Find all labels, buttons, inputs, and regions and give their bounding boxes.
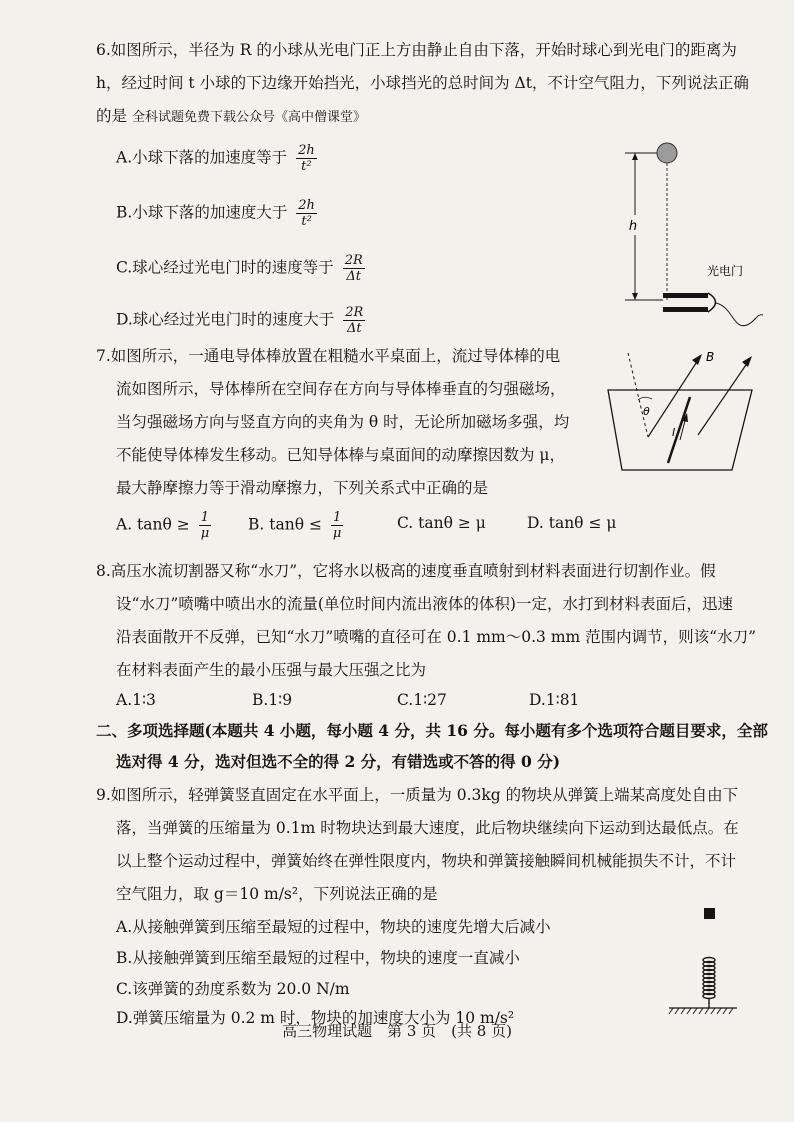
photogate-label: 光电门 bbox=[706, 264, 744, 278]
watermark-note: 全科试题免费下载公众号《高中僧课堂》 bbox=[131, 110, 366, 125]
q8-stem-line2: 设“水刀”喷嘴中喷出水的流量(单位时间内流出液体的体积)一定，水打到材料表面后，迅速 bbox=[116, 595, 733, 613]
field-label: B bbox=[706, 350, 715, 364]
height-label: h bbox=[628, 219, 638, 234]
q8-stem-line1: 8.高压水流切割器又称“水刀”，它将水以极高的速度垂直喷射到材料表面进行切割作业。假 bbox=[96, 562, 716, 580]
q6-stem-line1: 6.如图所示，半径为 R 的小球从光电门正上方由静止自由下落，开始时球心到光电门的距离为 bbox=[96, 41, 737, 59]
q6-option-c-text: C.球心经过光电门时的速度等于 bbox=[116, 258, 334, 277]
field-line-1 bbox=[648, 357, 700, 437]
q6-stem-line3-text: 的是 bbox=[96, 107, 128, 125]
q9-option-d: D.弹簧压缩量为 0.2 m 时，物块的加速度大小为 10 m/s² bbox=[116, 1009, 515, 1027]
q9-stem-line2: 落，当弹簧的压缩量为 0.1m 时物块达到最大速度，此后物块继续向下运动到达最低点。在 bbox=[116, 819, 739, 837]
photogate-upper-arm bbox=[663, 293, 708, 298]
arrowhead-up-icon bbox=[632, 153, 638, 160]
q6-option-b bbox=[116, 198, 317, 229]
ball-icon bbox=[657, 143, 677, 163]
q8-option-a: A.1∶3 bbox=[116, 691, 156, 709]
q7-option-b-text: B. tanθ ≤ bbox=[248, 515, 322, 534]
q8-stem-line3: 沿表面散开不反弹，已知“水刀”喷嘴的直径可在 0.1 mm～0.3 mm 范围内调节，则该“水刀” bbox=[116, 628, 756, 646]
q9-option-a: A.从接触弹簧到压缩至最短的过程中，物块的速度先增大后减小 bbox=[116, 918, 551, 936]
q6-option-c bbox=[116, 253, 365, 284]
q8-option-d: D.1∶81 bbox=[529, 691, 580, 709]
q6-stem-line3 bbox=[96, 106, 366, 128]
photogate-lower-arm bbox=[663, 307, 708, 312]
fraction-numerator: 2h bbox=[298, 143, 315, 158]
q7-option-a-fraction bbox=[199, 510, 211, 541]
vertical-reference-line bbox=[628, 353, 648, 437]
fraction-denominator: t² bbox=[301, 214, 312, 229]
fraction-denominator: Δt bbox=[346, 321, 362, 336]
q7-stem-line4: 不能使导体棒发生移动。已知导体棒与桌面间的动摩擦因数为 μ， bbox=[116, 446, 566, 464]
photogate-body bbox=[708, 293, 716, 312]
q7-option-c: C. tanθ ≥ μ bbox=[397, 514, 486, 532]
q8-stem-line4: 在材料表面产生的最小压强与最大压强之比为 bbox=[116, 661, 427, 679]
q7-option-d: D. tanθ ≤ μ bbox=[527, 514, 617, 532]
angle-label: θ bbox=[643, 405, 650, 418]
q6-option-b-text: B.小球下落的加速度大于 bbox=[116, 203, 288, 222]
ground-hatching bbox=[669, 1008, 733, 1014]
q6-option-d-fraction bbox=[343, 305, 365, 336]
q9-spring-figure bbox=[665, 900, 740, 1020]
q7-stem-line1: 7.如图所示，一通电导体棒放置在粗糙水平桌面上，流过导体棒的电 bbox=[96, 347, 561, 365]
q9-stem-line1: 9.如图所示，轻弹簧竖直固定在水平面上，一质量为 0.3kg 的物块从弹簧上端某高度处自由下 bbox=[96, 786, 739, 804]
fraction-denominator: μ bbox=[332, 526, 342, 541]
fraction-denominator: μ bbox=[200, 526, 210, 541]
q9-option-b: B.从接触弹簧到压缩至最短的过程中，物块的速度一直减小 bbox=[116, 949, 520, 967]
page-footer: 高三物理试题 第 3 页 (共 8 页) bbox=[282, 1022, 512, 1040]
spring-coil-icon bbox=[703, 958, 715, 1009]
current-label: I bbox=[672, 426, 676, 439]
q7-option-b-fraction bbox=[331, 510, 343, 541]
fraction-numerator: 2R bbox=[344, 253, 363, 268]
q6-option-a-fraction bbox=[296, 143, 317, 174]
arrowhead-down-icon bbox=[632, 293, 638, 300]
photogate-cable bbox=[716, 303, 763, 326]
q8-option-c: C.1∶27 bbox=[397, 691, 447, 709]
section2-heading-line2: 选对得 4 分，选对但选不全的得 2 分，有错选或不答的得 0 分) bbox=[116, 752, 561, 771]
q7-option-b bbox=[248, 510, 343, 541]
q9-option-c: C.该弹簧的劲度系数为 20.0 N/m bbox=[116, 980, 350, 998]
q6-option-d-text: D.球心经过光电门时的速度大于 bbox=[116, 310, 335, 329]
fraction-numerator: 2h bbox=[298, 198, 315, 213]
q6-stem-line2: h，经过时间 t 小球的下边缘开始挡光，小球挡光的总时间为 Δt，不计空气阻力，下列说法正确 bbox=[96, 74, 749, 92]
fraction-denominator: Δt bbox=[346, 269, 362, 284]
field-line-2 bbox=[698, 359, 750, 435]
field-arrow-1-icon bbox=[692, 354, 702, 365]
angle-arc bbox=[638, 397, 652, 400]
q6-option-c-fraction bbox=[343, 253, 365, 284]
fraction-numerator: 2R bbox=[345, 305, 364, 320]
q7-conductor-figure bbox=[600, 345, 765, 480]
fraction-numerator: 1 bbox=[332, 510, 342, 525]
q8-option-b: B.1∶9 bbox=[252, 691, 293, 709]
q9-stem-line3: 以上整个运动过程中，弹簧始终在弹性限度内，物块和弹簧接触瞬间机械能损失不计，不计 bbox=[116, 852, 737, 870]
fraction-numerator: 1 bbox=[200, 510, 210, 525]
q7-stem-line2: 流如图所示，导体棒所在空间存在方向与导体棒垂直的匀强磁场， bbox=[116, 380, 566, 398]
block-icon bbox=[704, 908, 715, 919]
q7-stem-line5: 最大静摩擦力等于滑动摩擦力，下列关系式中正确的是 bbox=[116, 479, 489, 497]
q9-stem-line4: 空气阻力，取 g＝10 m/s²，下列说法正确的是 bbox=[116, 885, 438, 903]
section2-heading-line1: 二、多项选择题(本题共 4 小题，每小题 4 分，共 16 分。每小题有多个选项符合题目要求，全部 bbox=[96, 721, 768, 740]
q7-option-a bbox=[116, 510, 211, 541]
q6-photogate-figure bbox=[615, 135, 765, 335]
fraction-denominator: t² bbox=[301, 159, 312, 174]
q7-stem-line3: 当匀强磁场方向与竖直方向的夹角为 θ 时，无论所加磁场多强，均 bbox=[116, 413, 570, 431]
field-arrow-2-icon bbox=[742, 356, 752, 367]
q6-option-b-fraction bbox=[296, 198, 317, 229]
q6-option-a-text: A.小球下落的加速度等于 bbox=[116, 148, 288, 167]
q6-option-d bbox=[116, 305, 365, 336]
q7-option-a-text: A. tanθ ≥ bbox=[116, 515, 190, 534]
q6-option-a bbox=[116, 143, 317, 174]
